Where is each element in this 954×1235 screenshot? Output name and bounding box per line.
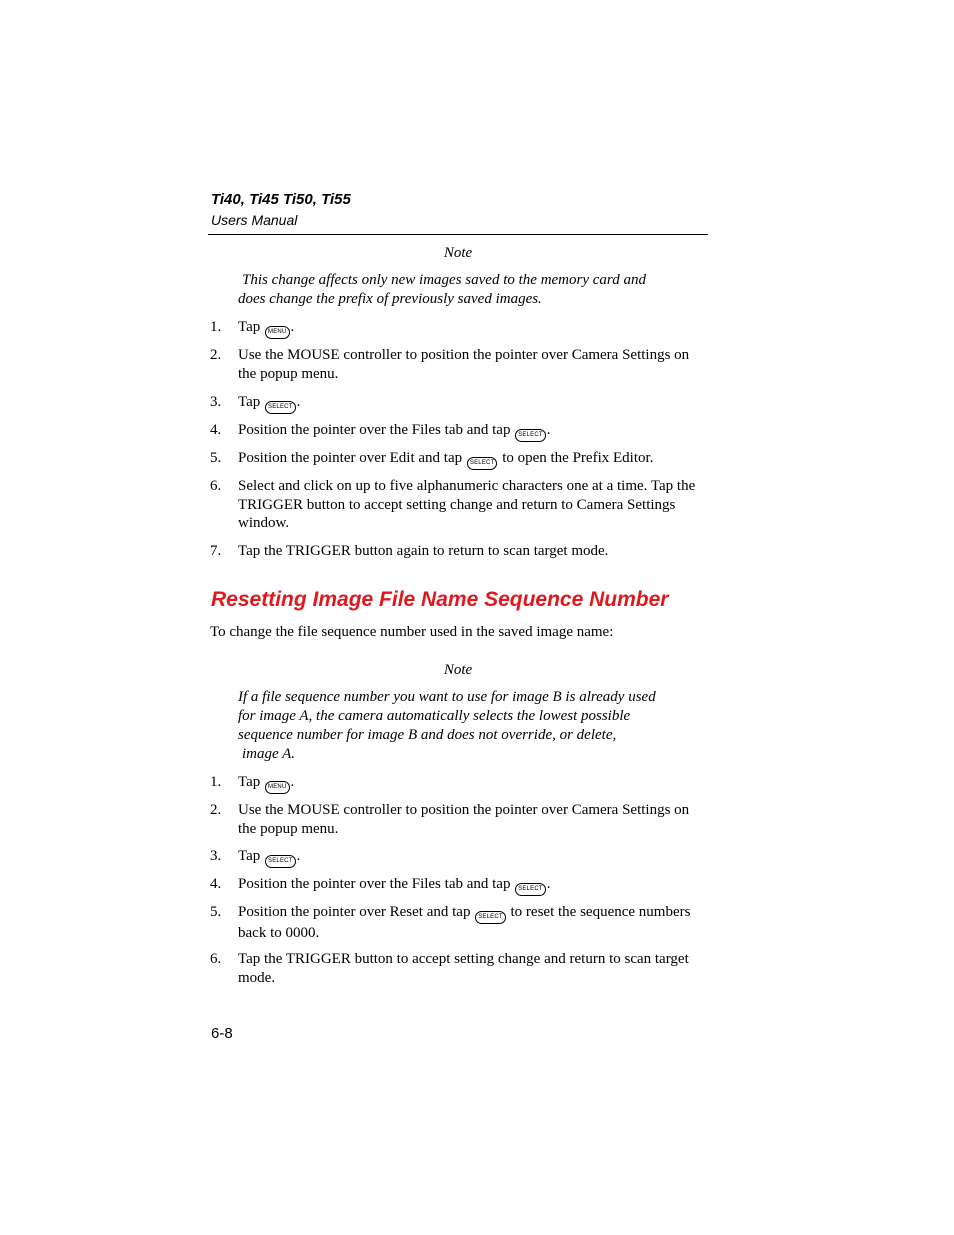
list-item [210, 773, 710, 794]
step-number: 3. [210, 848, 222, 864]
list-item [210, 393, 710, 414]
header-divider [208, 234, 708, 235]
select-key-icon: SELECT [515, 883, 546, 896]
step-text: Position the pointer over the Files tab and tap [238, 876, 511, 892]
list-item [210, 950, 710, 987]
step-text: Use the MOUSE controller to position the pointer over Camera Settings on the popup menu. [238, 802, 690, 837]
note-line: This change affects only new images saved to the memory card and [242, 272, 646, 288]
step-text: Tap the TRIGGER button again to return to scan target mode. [238, 543, 609, 559]
step-number: 5. [210, 904, 222, 920]
note-line: does change the prefix of previously saved images. [238, 291, 542, 307]
step-number: 7. [210, 543, 222, 559]
step-text-suffix: . [296, 848, 301, 864]
note-text [238, 271, 708, 309]
step-number: 2. [210, 347, 222, 363]
note-text [238, 688, 708, 764]
step-text-suffix: . [290, 319, 295, 335]
note-line: for image A, the camera automatically selects the lowest possible [238, 708, 631, 724]
list-item [210, 421, 710, 442]
step-number: 1. [210, 319, 222, 335]
menu-key-icon: MENU [265, 326, 289, 339]
list-item [210, 847, 710, 868]
select-key-icon: SELECT [265, 855, 296, 868]
step-number: 4. [210, 876, 222, 892]
step-text-suffix: . [296, 394, 301, 410]
step-number: 2. [210, 802, 222, 818]
running-header-subtitle: Users Manual [211, 212, 298, 228]
step-text: Tap [238, 319, 261, 335]
menu-key-icon: MENU [265, 781, 289, 794]
step-text: Tap [238, 394, 261, 410]
step-text: Tap [238, 774, 261, 790]
note-label: Note [443, 662, 473, 678]
step-text: Select and click on up to five alphanumeric characters one at a time. Tap the TRIGGER button to accept setting change and return to Camera Settings window. [238, 478, 696, 531]
step-text-suffix: to reset the sequence numbers back to 0000. [238, 904, 691, 941]
step-text: Tap the TRIGGER button to accept setting change and return to scan target mode. [238, 951, 689, 986]
step-text-suffix: . [290, 774, 295, 790]
page-number: 6-8 [211, 1025, 233, 1042]
select-key-icon: SELECT [475, 911, 506, 924]
select-key-icon: SELECT [467, 457, 498, 470]
note-line: If a file sequence number you want to use for image B is already used [238, 689, 656, 705]
section-intro: To change the file sequence number used in the saved image name: [210, 624, 614, 640]
step-number: 5. [210, 450, 222, 466]
list-item [210, 477, 710, 533]
section-heading: Resetting Image File Name Sequence Number [211, 588, 669, 611]
step-number: 6. [210, 951, 222, 967]
step-text: Use the MOUSE controller to position the pointer over Camera Settings on the popup menu. [238, 347, 690, 382]
list-item [210, 542, 710, 561]
list-item [210, 801, 710, 838]
note-label: Note [443, 245, 473, 261]
step-text-suffix: to open the Prefix Editor. [502, 450, 654, 466]
list-item [210, 903, 710, 943]
step-number: 4. [210, 422, 222, 438]
step-text: Position the pointer over Reset and tap [238, 904, 471, 920]
list-item [210, 318, 710, 339]
select-key-icon: SELECT [515, 429, 546, 442]
step-text: Tap [238, 848, 261, 864]
list-item [210, 449, 710, 470]
running-header-title: Ti40, Ti45 Ti50, Ti55 [211, 191, 351, 208]
list-item [210, 346, 710, 383]
step-text-suffix: . [546, 876, 551, 892]
step-text: Position the pointer over Edit and tap [238, 450, 463, 466]
note-line: sequence number for image B and does not override, or delete, [238, 727, 617, 743]
step-number: 1. [210, 774, 222, 790]
note-line: image A. [242, 746, 296, 762]
list-item [210, 875, 710, 896]
select-key-icon: SELECT [265, 401, 296, 414]
step-number: 3. [210, 394, 222, 410]
step-text: Position the pointer over the Files tab and tap [238, 422, 511, 438]
step-number: 6. [210, 478, 222, 494]
step-text-suffix: . [546, 422, 551, 438]
